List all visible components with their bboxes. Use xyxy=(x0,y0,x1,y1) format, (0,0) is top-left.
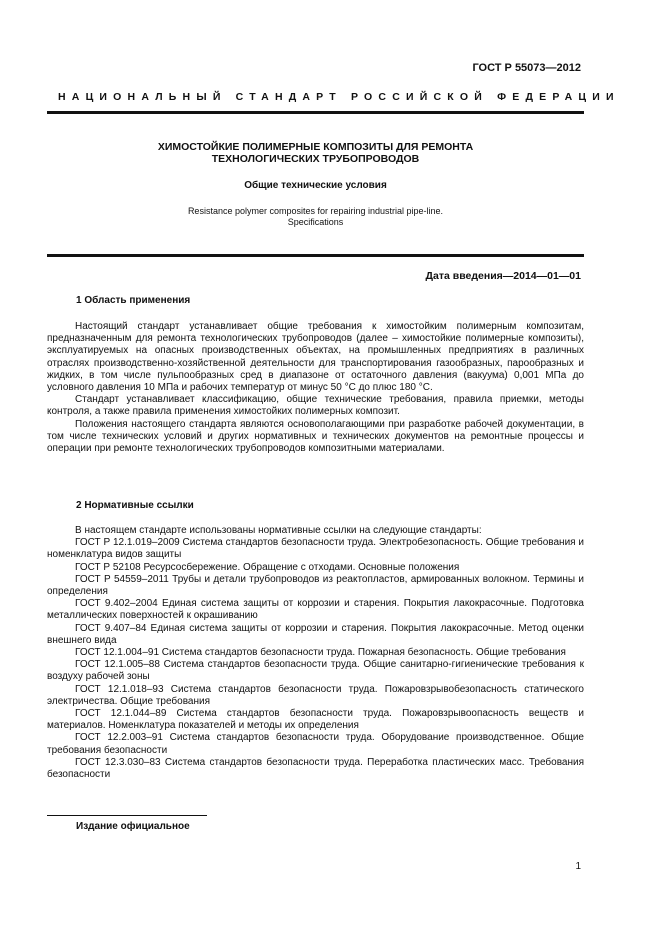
reference-item: ГОСТ 12.2.003–91 Система стандартов безопасности труда. Оборудование производственное. Общие требования безопасности xyxy=(47,732,584,756)
reference-item: ГОСТ 9.402–2004 Единая система защиты от коррозии и старения. Покрытия лакокрасочные. Подготовка металлических поверхностей к окрашиванию xyxy=(47,598,584,622)
paragraph: В настоящем стандарте использованы нормативные ссылки на следующие стандарты: xyxy=(75,525,482,536)
reference-item: ГОСТ Р 54559–2011 Трубы и детали трубопроводов из реактопластов, армированных волокном. Термины и определения xyxy=(47,573,584,598)
title-line-2: ТЕХНОЛОГИЧЕСКИХ ТРУБОПРОВОДОВ xyxy=(211,153,420,165)
paragraph: Положения настоящего стандарта являются основополагающими при разработке рабочей документации, в том числе технических условий и других нормативных и технических документов на ремонтные процессы и операции при ремонте технологических трубопроводов композитными материалами. xyxy=(47,418,584,455)
footer-rule xyxy=(47,815,207,816)
document-title xyxy=(47,141,584,165)
paragraph: Стандарт устанавливает классификацию, общие технические требования, правила приемки, методы контроля, а также правила применения химостойких полимерных композит. xyxy=(47,394,584,418)
page-number: 1 xyxy=(575,861,581,872)
reference-item: ГОСТ 9.407–84 Единая система защиты от коррозии и старения. Покрытия лакокрасочные. Метод оценки внешнего вида xyxy=(47,622,584,646)
national-standard-banner: НАЦИОНАЛЬНЫЙ СТАНДАРТ РОССИЙСКОЙ ФЕДЕРАЦИИ xyxy=(58,91,620,103)
title-block-rule xyxy=(47,254,584,257)
english-title-line-2: Specifications xyxy=(287,217,344,227)
reference-item: ГОСТ 12.1.005–88 Система стандартов безопасности труда. Общие санитарно-гигиенические требования к воздуху рабочей зоны xyxy=(47,659,584,683)
reference-item: ГОСТ 12.1.018–93 Система стандартов безопасности труда. Пожаровзрывобезопасность статического электричества. Общие требования xyxy=(47,683,584,707)
reference-item: ГОСТ 12.1.004–91 Система стандартов безопасности труда. Пожарная безопасность. Общие требования xyxy=(75,647,566,659)
document-code: ГОСТ Р 55073—2012 xyxy=(472,62,581,74)
header-rule xyxy=(47,111,584,114)
paragraph: Настоящий стандарт устанавливает общие требования к химостойким полимерным композитам, предназначенным для ремонта технологических трубопроводов (далее – химостойкие полимерные композиты), эксплуатируемых на опасных производственных объектах, на промышленных предприятиях в различных отраслях производственно-хозяйственной деятельности для транспортирования газообразных, парообразных и жидких, в том числе пульпообразных сред в диапазоне от остаточного давления (вакуума) 0,001 МПа до условного давления 10 МПа и рабочих температур от минус 50 °С до плюс 180 °С. xyxy=(47,321,584,394)
section-2-heading: 2 Нормативные ссылки xyxy=(76,500,194,511)
document-subtitle: Общие технические условия xyxy=(244,180,387,191)
official-edition-label: Издание официальное xyxy=(76,821,190,832)
section-1-heading: 1 Область применения xyxy=(76,295,191,306)
english-title-line-1: Resistance polymer composites for repairing industrial pipe-line. xyxy=(187,206,444,216)
reference-item: ГОСТ Р 52108 Ресурсосбережение. Обращение с отходами. Основные положения xyxy=(75,561,460,573)
section-1-body xyxy=(47,321,584,455)
reference-item: ГОСТ Р 12.1.019–2009 Система стандартов безопасности труда. Электробезопасность. Общие требования и номенклатура видов защиты xyxy=(47,537,584,561)
english-title xyxy=(47,206,584,228)
reference-item: ГОСТ 12.3.030–83 Система стандартов безопасности труда. Переработка пластических масс. Требования безопасности xyxy=(47,756,584,781)
reference-item: ГОСТ 12.1.044–89 Система стандартов безопасности труда. Пожаровзрывоопасность веществ и материалов. Номенклатура показателей и методы их определения xyxy=(47,708,584,732)
title-line-1: ХИМОСТОЙКИЕ ПОЛИМЕРНЫЕ КОМПОЗИТЫ ДЛЯ РЕМОНТА xyxy=(157,141,474,153)
introduction-date: Дата введения—2014—01—01 xyxy=(425,270,581,282)
section-2-body xyxy=(47,525,584,781)
